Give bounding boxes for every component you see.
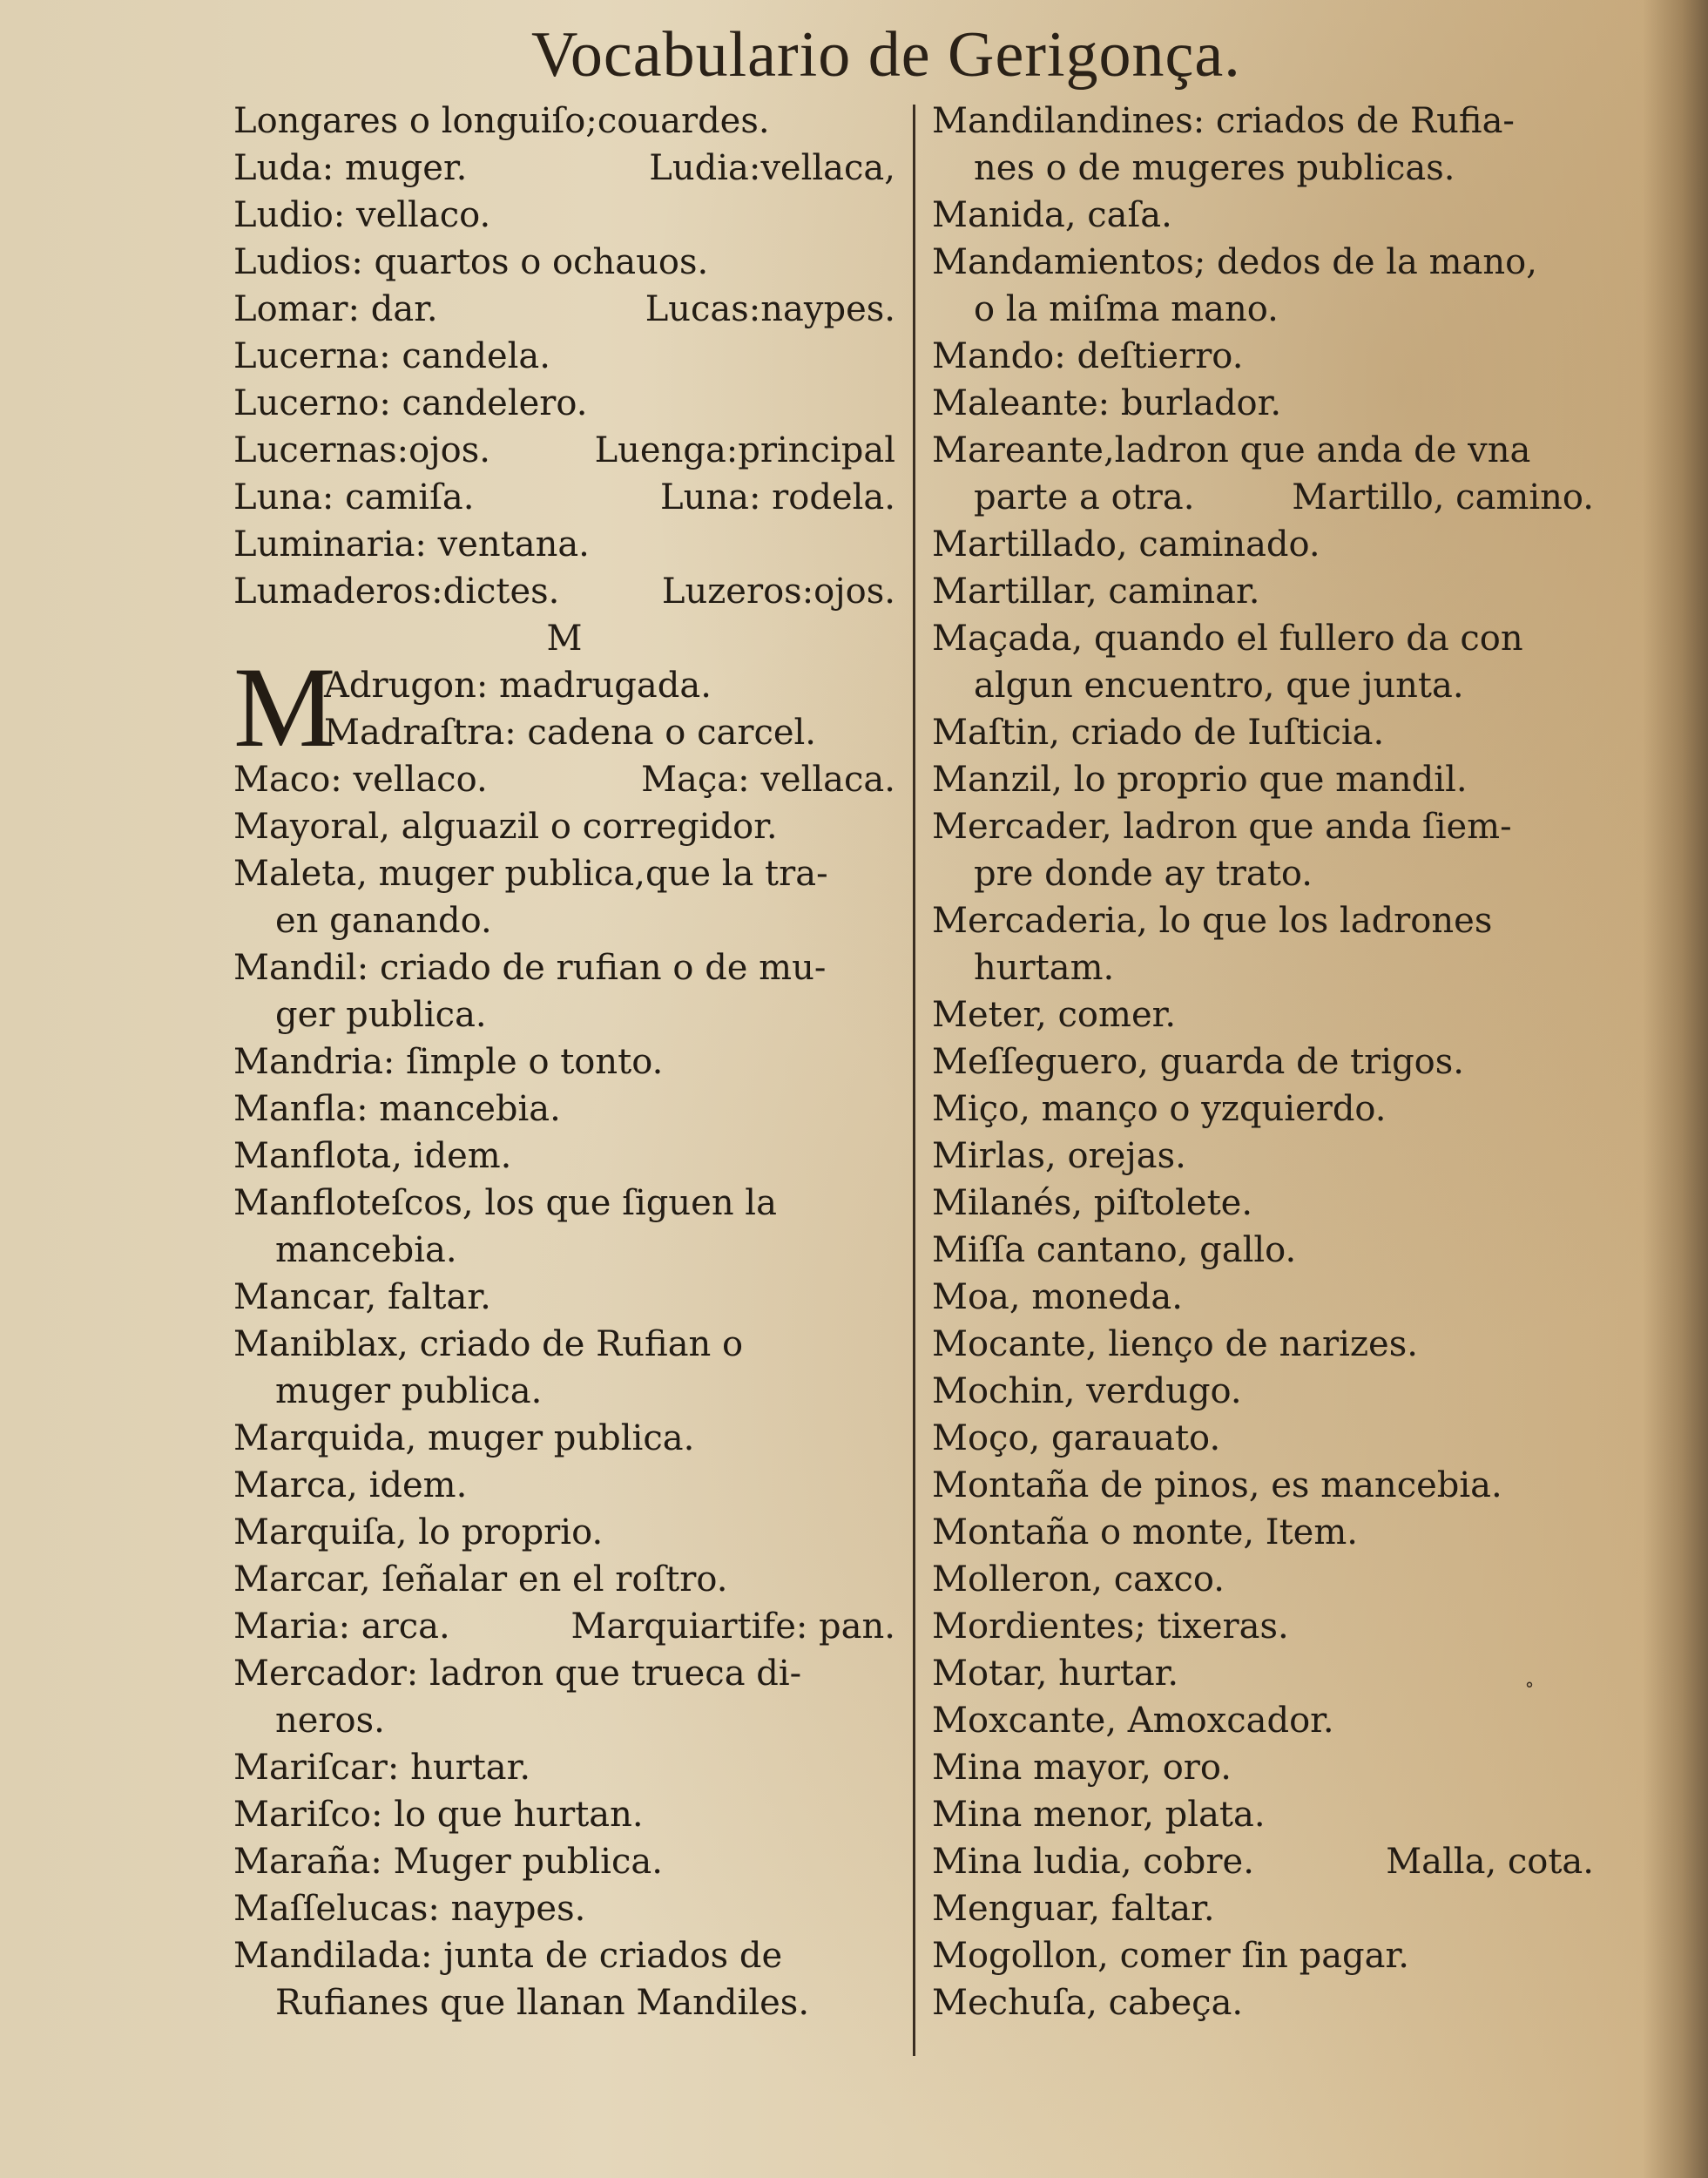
entry-line [932,1415,1594,1462]
entry-line [932,568,1594,615]
entry-text: Mariſco: lo que hurtan. [233,1795,644,1835]
entry-text: Mareante,ladron que anda de vna [932,430,1531,470]
entry-text: Mogollon, comer ſin pagar. [932,1936,1409,1976]
entry-text-second: Maça: vellaca. [641,760,895,800]
entry-text: Marca, idem. [233,1465,468,1505]
entry-line [932,897,1594,944]
entry-line [233,1038,895,1086]
entry-text: Mandria: ſimple o tonto. [233,1042,664,1082]
entry-line [233,1603,895,1650]
entry-text: Longares o longuiſo;couardes. [233,101,770,141]
ink-spot: ˚ [1524,1681,1535,1706]
entry-line [932,427,1594,474]
entry-line [932,615,1594,662]
entry-line [932,1180,1594,1227]
drop-cap-block [233,643,895,771]
entry-line [932,850,1594,897]
entry-text: Meter, comer. [932,995,1177,1035]
entry-text: Mochin, verdugo. [932,1371,1242,1411]
entry-text: Marquida, muger publica. [233,1418,695,1458]
entry-text-second: Lucas:naypes. [645,289,895,329]
entry-line [233,380,895,427]
entry-line [233,1321,895,1368]
entry-text: Miſſa cantano, gallo. [932,1230,1297,1270]
entry-text: Moço, garauato. [932,1418,1221,1458]
entry-line [233,1556,895,1603]
entry-text: Manflota, idem. [233,1136,512,1176]
entry-text: Mercader, ladron que anda ſiem- [932,807,1512,847]
entry-line [233,1086,895,1133]
entry-line [233,1274,895,1321]
entry-line [233,1979,895,2026]
entry-text: Mandilandines: criados de Rufia- [932,101,1515,141]
right-column [932,98,1594,2026]
entry-line [932,1133,1594,1180]
entry-text: neros. [275,1701,385,1741]
page-title: Vocabulario de Gerigonça. [531,19,1241,91]
entry-text: Maleta, muger publica,que la tra- [233,854,828,894]
entry-line [932,1462,1594,1509]
left-column [233,98,895,2026]
entry-text: en ganando. [275,901,492,941]
entry-line [932,474,1594,521]
entry-text: Mordientes; tixeras. [932,1606,1289,1647]
entry-text: Luna: camiſa. [233,477,475,517]
entry-text: Mandamientos; dedos de la mano, [932,242,1537,282]
entry-line [932,1509,1594,1556]
drop-cap-line-1: Adrugon: madrugada. [324,666,712,706]
entry-line [233,239,895,286]
entry-text-second: Luzeros:ojos. [661,572,895,612]
right-entries [932,98,1594,2026]
entry-line [932,662,1594,709]
entry-text-second: Marquiartife: pan. [570,1606,895,1647]
entry-line [233,991,895,1038]
entry-line [324,709,895,756]
entry-text: Mandilada: junta de criados de [233,1936,783,1976]
entry-text: nes o de mugeres publicas. [974,148,1455,188]
entry-text: Maraña: Muger publica. [233,1842,663,1882]
entry-text: Menguar, faltar. [932,1889,1215,1929]
entry-text: Miço, manço o yzquierdo. [932,1089,1387,1129]
entry-text: Maleante: burlador. [932,383,1282,423]
entry-line [932,1838,1594,1885]
entry-line [932,380,1594,427]
entry-line [233,1744,895,1791]
entry-line [932,333,1594,380]
section-letter: M [546,619,583,659]
entry-line [932,1603,1594,1650]
entry-line [233,427,895,474]
entry-line [233,1838,895,1885]
entry-text: algun encuentro, que junta. [974,666,1464,706]
entry-line [932,1791,1594,1838]
entry-line [932,1038,1594,1086]
entry-text: Lumaderos:dictes. [233,572,560,612]
entry-line [932,991,1594,1038]
entry-line [233,1133,895,1180]
entry-line [932,1227,1594,1274]
entry-text: Moa, moneda. [932,1277,1183,1317]
entry-text: Milanés, piſtolete. [932,1183,1253,1223]
entry-line [932,1086,1594,1133]
entry-line [233,1462,895,1509]
entry-text: Maſſelucas: naypes. [233,1889,586,1929]
entry-text: Lucernas:ojos. [233,430,490,470]
left-entries-m [233,756,895,2026]
entry-line [233,98,895,145]
entry-text: ger publica. [275,995,487,1035]
entry-line [932,1885,1594,1932]
entry-text: Molleron, caxco. [932,1559,1225,1600]
entry-line [932,1650,1594,1697]
entry-text: Moxcante, Amoxcador. [932,1701,1334,1741]
entry-text: Maria: arca. [233,1606,450,1647]
entry-text: Mandil: criado de rufian o de mu- [233,948,827,988]
entry-text: Luda: muger. [233,148,468,188]
entry-text: Mina mayor, oro. [932,1748,1232,1788]
entry-text: Mercador: ladron que trueca di- [233,1654,802,1694]
entry-text: Maniblax, criado de Rufian o [233,1324,744,1364]
entry-text: Mocante, lienço de narizes. [932,1324,1418,1364]
entry-text: Lomar: dar. [233,289,438,329]
entry-text: Mirlas, orejas. [932,1136,1186,1176]
entry-text: Mayoral, alguazil o corregidor. [233,807,778,847]
entry-line [932,1274,1594,1321]
drop-cap-letter: M [233,643,336,771]
entry-line [932,239,1594,286]
entry-line [233,333,895,380]
entry-line [932,521,1594,568]
entry-line [932,98,1594,145]
entry-text: Mancar, faltar. [233,1277,491,1317]
entry-line [932,1979,1594,2026]
entry-line [932,1744,1594,1791]
entry-line [233,850,895,897]
entry-text: parte a otra. [974,477,1195,517]
entry-line [233,474,895,521]
entry-line [233,568,895,615]
entry-line [233,1509,895,1556]
entry-line [233,944,895,991]
entry-text: Marquiſa, lo proprio. [233,1512,604,1552]
entry-line [233,521,895,568]
entry-text: Mando: deſtierro. [932,336,1244,376]
entry-line [932,1697,1594,1744]
entry-text: Maco: vellaco. [233,760,488,800]
entry-text: Martillado, caminado. [932,524,1320,565]
entry-text-second: Luna: rodela. [660,477,895,517]
entry-line [233,1932,895,1979]
entry-text: Montaña de pinos, es mancebia. [932,1465,1502,1505]
entry-text: Manida, caſa. [932,195,1172,235]
entry-text: o la miſma mano. [974,289,1279,329]
entry-line [932,756,1594,803]
entry-text: Maçada, quando el fullero da con [932,619,1523,659]
entry-line [233,1791,895,1838]
entry-text: Manzil, lo proprio que mandil. [932,760,1468,800]
entry-text: Meſſeguero, guarda de trigos. [932,1042,1464,1082]
entry-line [932,1932,1594,1979]
page-gutter-shadow [1643,0,1708,2178]
entry-text: muger publica. [275,1371,543,1411]
entry-text: Martillar, caminar. [932,572,1260,612]
entry-text: Motar, hurtar. [932,1654,1179,1694]
entry-line [932,803,1594,850]
entry-text: Maſtin, criado de Iuſticia. [932,713,1385,753]
left-entries-l [233,98,895,615]
entry-text: Mina ludia, cobre. [932,1842,1254,1882]
entry-line [233,145,895,192]
entry-line [233,1227,895,1274]
entry-line [233,897,895,944]
entry-line [932,192,1594,239]
entry-text: mancebia. [275,1230,457,1270]
entry-line [233,1368,895,1415]
entry-line [932,145,1594,192]
entry-text: hurtam. [974,948,1115,988]
entry-line [932,1321,1594,1368]
entry-line [233,192,895,239]
entry-text: Manfla: mancebia. [233,1089,561,1129]
entry-text: pre donde ay trato. [974,854,1313,894]
drop-cap-line-2: Madraſtra: cadena o carcel. [324,713,817,753]
entry-text: Luminaria: ventana. [233,524,590,565]
entry-line [932,1556,1594,1603]
entry-text: Ludios: quartos o ochauos. [233,242,709,282]
entry-line [233,286,895,333]
entry-line [233,1650,895,1697]
entry-line [932,1368,1594,1415]
entry-text: Lucerno: candelero. [233,383,588,423]
column-divider [913,105,915,2056]
entry-text: Mina menor, plata. [932,1795,1266,1835]
entry-line [233,1697,895,1744]
entry-line [932,944,1594,991]
entry-line [324,662,895,709]
entry-text-second: Malla, cota. [1386,1842,1594,1882]
entry-line [932,286,1594,333]
entry-text: Lucerna: candela. [233,336,550,376]
entry-text: Mariſcar: hurtar. [233,1748,531,1788]
entry-text-second: Ludia:vellaca, [649,148,895,188]
entry-text: Mechuſa, cabeça. [932,1983,1244,2023]
entry-line [233,1415,895,1462]
entry-text-second: Martillo, camino. [1292,477,1594,517]
entry-text: Manfloteſcos, los que ſiguen la [233,1183,777,1223]
entry-text: Marcar, ſeñalar en el roſtro. [233,1559,728,1600]
entry-text-second: Luenga:principal [594,430,895,470]
entry-line [932,709,1594,756]
entry-line [233,1180,895,1227]
entry-line [233,803,895,850]
entry-line [233,1885,895,1932]
entry-text: Mercaderia, lo que los ladrones [932,901,1493,941]
entry-text: Montaña o monte, Item. [932,1512,1358,1552]
entry-text: Ludio: vellaco. [233,195,491,235]
entry-text: Rufianes que llanan Mandiles. [275,1983,810,2023]
